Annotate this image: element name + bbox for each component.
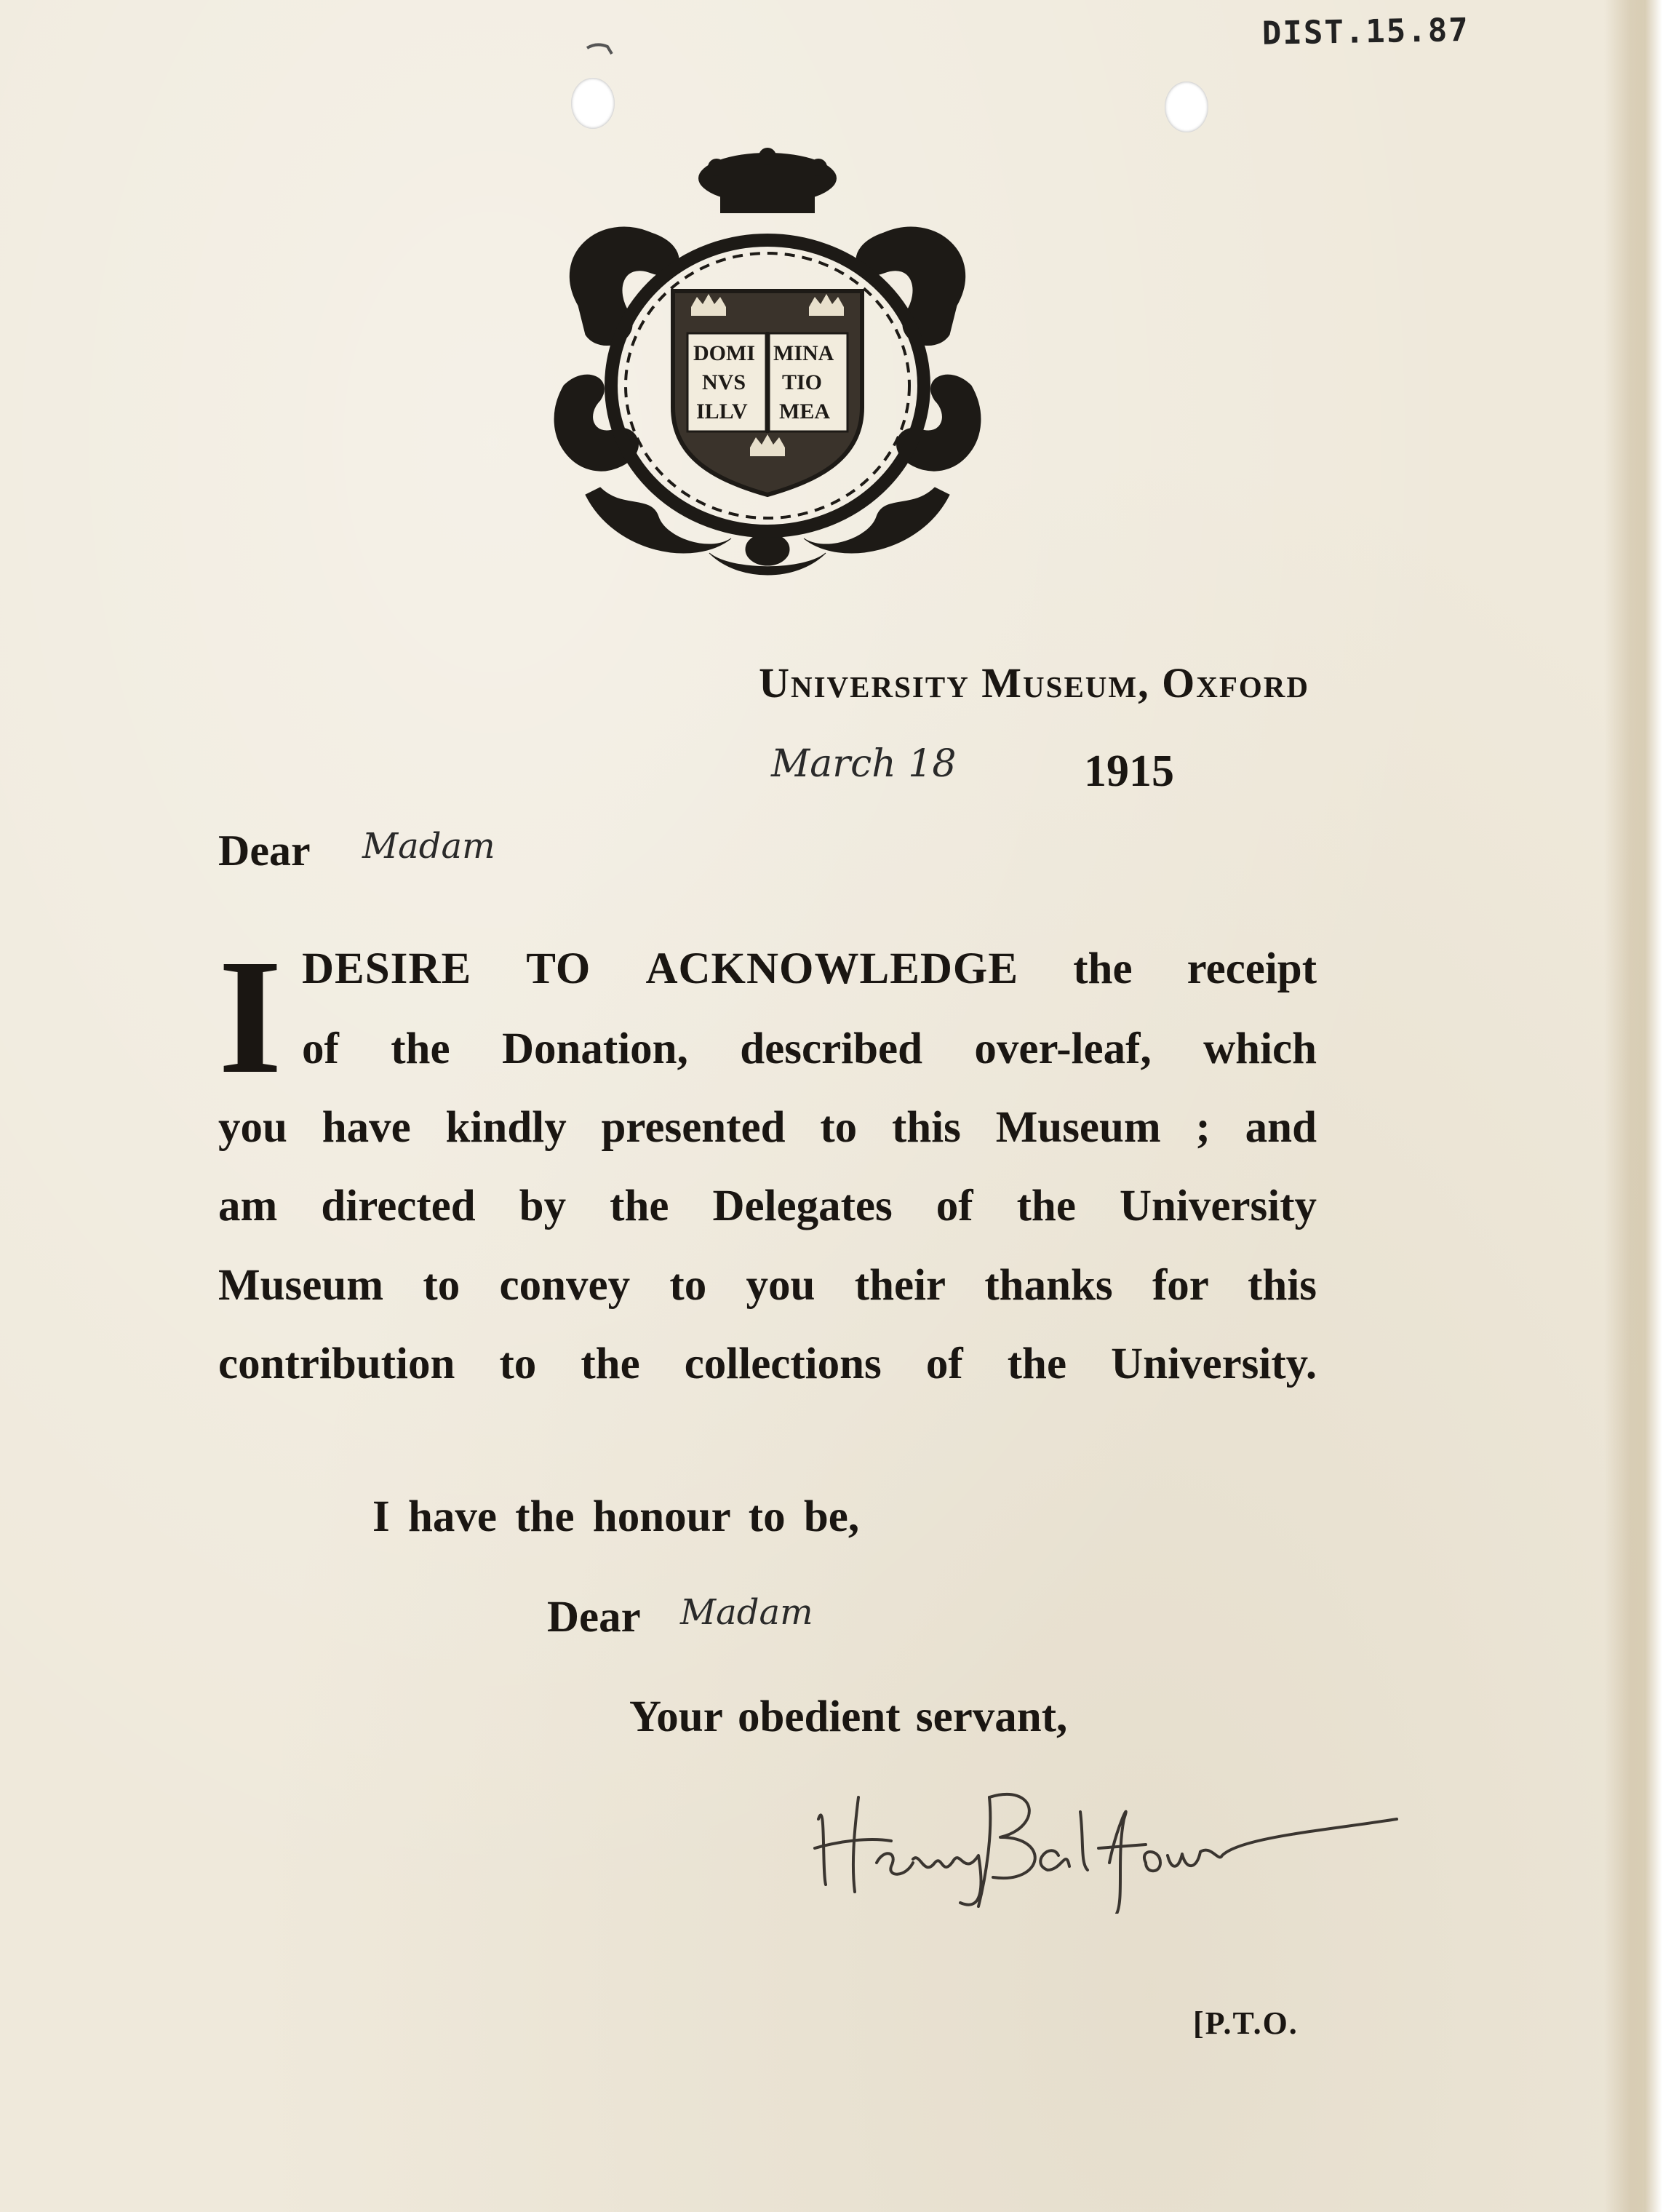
- body-word: Museum ;: [995, 1103, 1211, 1152]
- body-word: have: [322, 1103, 411, 1152]
- body-word: by: [519, 1182, 567, 1230]
- body-word: and: [1245, 1103, 1317, 1152]
- body-word: the: [581, 1340, 640, 1388]
- crest-motto-text: MINA: [773, 341, 834, 365]
- paper-deckled-edge: [1604, 0, 1662, 2212]
- body-word: you: [746, 1261, 815, 1310]
- crest-motto-text: MEA: [779, 399, 830, 423]
- body-word: directed: [321, 1182, 476, 1230]
- body-word: kindly: [445, 1103, 567, 1152]
- date-year: 1915: [1084, 747, 1174, 796]
- body-word: to: [499, 1340, 537, 1388]
- body-word: for: [1152, 1261, 1208, 1310]
- punch-hole-left: [571, 78, 615, 129]
- body-word: you: [218, 1103, 287, 1152]
- body-line: [302, 1024, 1317, 1082]
- body-word: collections: [684, 1340, 882, 1388]
- closing-line: I have the honour to be,: [372, 1492, 860, 1541]
- body-line: [218, 1181, 1317, 1239]
- oxford-crest-emblem: [535, 146, 1000, 589]
- body-word: described: [740, 1025, 923, 1073]
- body-line: [302, 944, 1317, 1002]
- crest-motto-text: TIO: [782, 370, 823, 394]
- body-word: to: [423, 1261, 460, 1310]
- institution-heading: University Museum, Oxford: [759, 659, 1309, 707]
- crest-crown: [698, 148, 837, 213]
- body-word: am: [218, 1182, 278, 1230]
- archive-reference: DIST.15.87: [1261, 11, 1470, 52]
- body-word: to: [820, 1103, 858, 1152]
- crest-shield: [673, 291, 862, 495]
- body-word: Delegates: [712, 1182, 893, 1230]
- closing-servant-line: Your obedient servant,: [629, 1692, 1068, 1741]
- body-word: Donation,: [501, 1025, 688, 1073]
- drop-cap: I: [218, 926, 282, 1107]
- crest-motto-text: DOMI: [693, 341, 755, 365]
- please-turn-over-note: [P.T.O.: [1193, 2005, 1299, 2041]
- body-word: the: [1007, 1340, 1067, 1388]
- closing-salutation-printed: Dear: [547, 1593, 641, 1642]
- body-word: TO: [526, 944, 591, 993]
- body-word: which: [1203, 1025, 1317, 1073]
- body-word: the: [1073, 944, 1133, 993]
- body-line: [218, 1339, 1317, 1397]
- body-word: of: [925, 1340, 963, 1388]
- closing-salutation-handwritten: Madam: [680, 1592, 813, 1633]
- body-word: their: [854, 1261, 946, 1310]
- body-word: this: [891, 1103, 961, 1152]
- body-word: University: [1119, 1182, 1317, 1230]
- body-word: ACKNOWLEDGE: [645, 944, 1019, 993]
- body-word: thanks: [984, 1261, 1113, 1310]
- body-word: the: [610, 1182, 669, 1230]
- body-word: to: [669, 1261, 707, 1310]
- body-word: contribution: [218, 1340, 455, 1388]
- pencil-mark: [586, 42, 615, 57]
- salutation-handwritten: Madam: [362, 826, 495, 867]
- body-word: University.: [1111, 1340, 1317, 1388]
- body-word: over-leaf,: [974, 1025, 1152, 1073]
- date-handwritten: March 18: [771, 742, 957, 786]
- body-word: DESIRE: [302, 944, 472, 993]
- body-word: Museum: [218, 1261, 384, 1310]
- body-line: [218, 1260, 1317, 1318]
- handwritten-signature: [804, 1768, 1400, 1914]
- salutation-printed: Dear: [218, 827, 311, 875]
- crest-motto-text: ILLV: [696, 399, 748, 423]
- body-word: convey: [499, 1261, 631, 1310]
- body-word: the: [1016, 1182, 1076, 1230]
- body-word: presented: [601, 1103, 786, 1152]
- crest-motto-text: NVS: [702, 370, 746, 394]
- body-word: of: [936, 1182, 973, 1230]
- body-word: the: [391, 1025, 450, 1073]
- body-word: of: [302, 1025, 339, 1073]
- body-word: this: [1248, 1261, 1317, 1310]
- body-line: [218, 1102, 1317, 1161]
- body-word: receipt: [1187, 944, 1317, 993]
- punch-hole-right: [1165, 81, 1208, 132]
